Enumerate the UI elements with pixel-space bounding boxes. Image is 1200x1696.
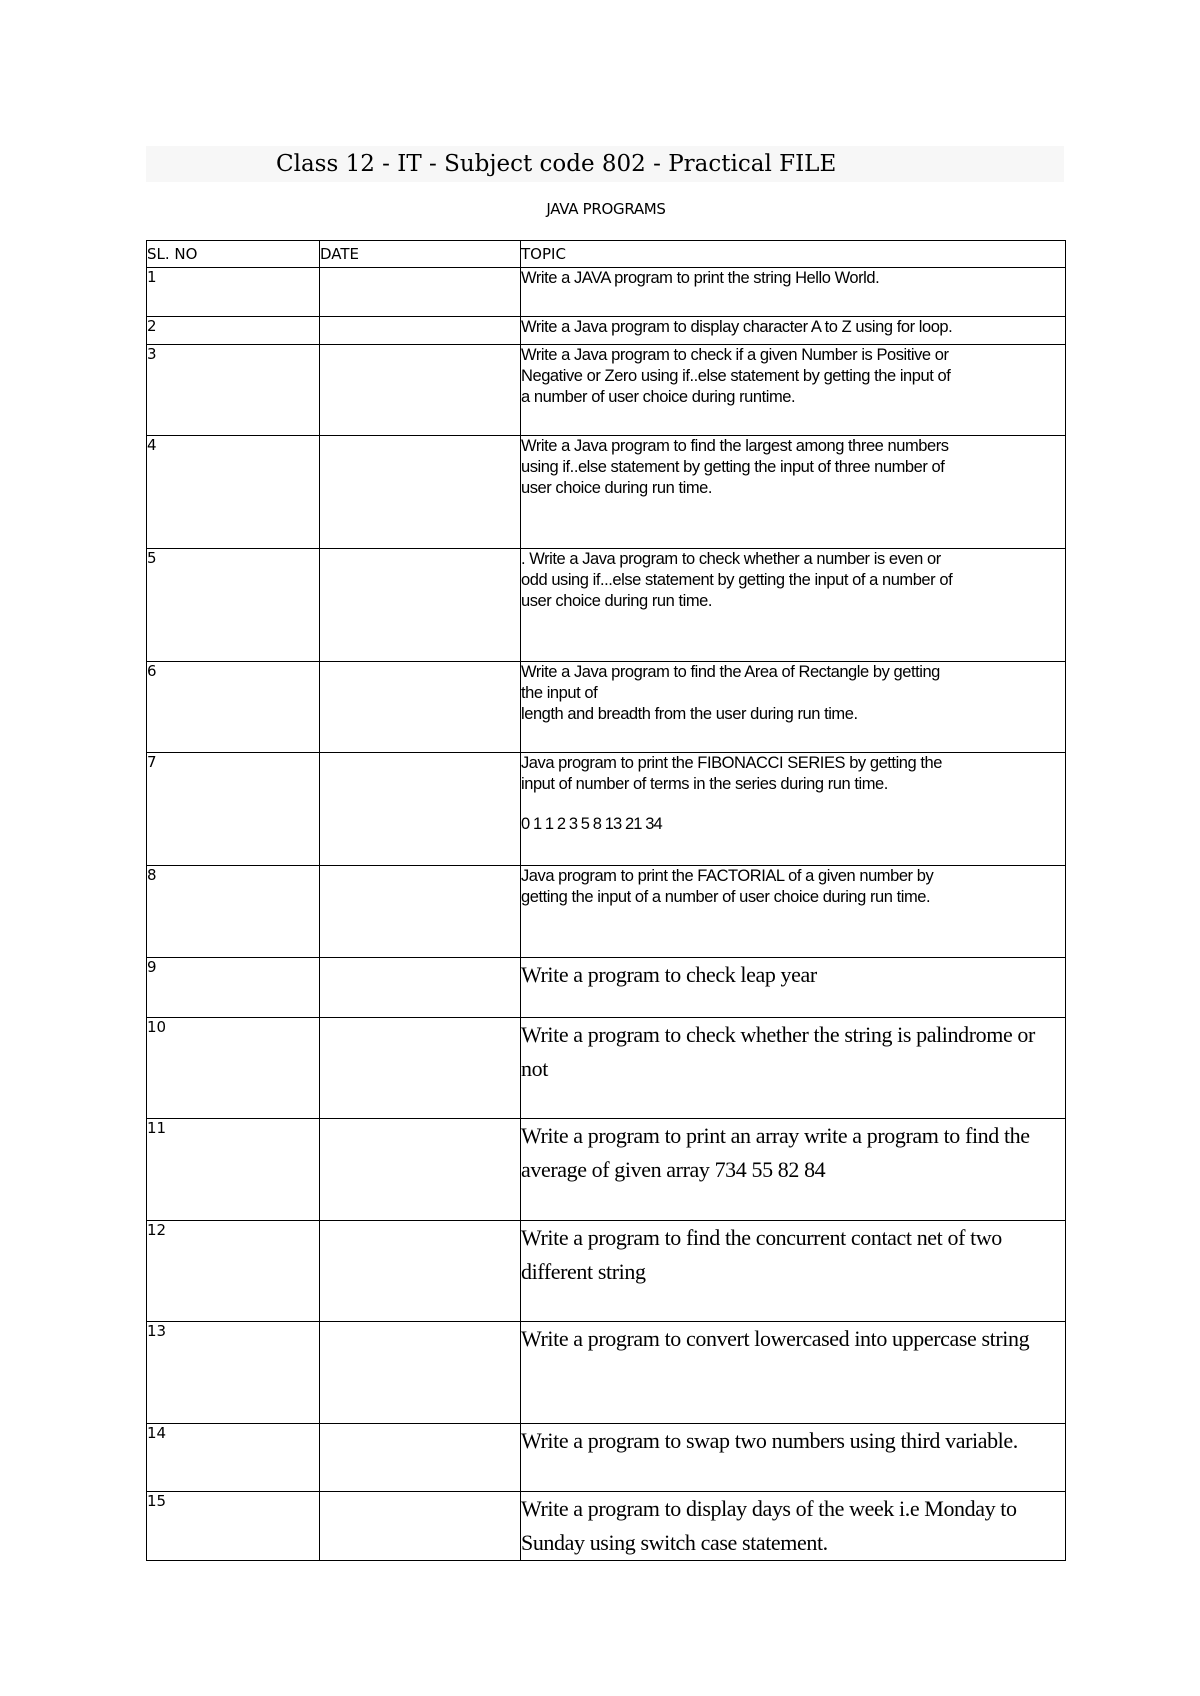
topic-text: Write a JAVA program to print the string Hello World. bbox=[521, 269, 880, 287]
table-row bbox=[147, 662, 1066, 753]
table-row bbox=[147, 268, 1066, 317]
row-sl-no: 5 bbox=[147, 549, 320, 662]
row-date bbox=[320, 753, 521, 866]
row-sl-no: 7 bbox=[147, 753, 320, 866]
row-sl-no: 3 bbox=[147, 345, 320, 436]
row-date bbox=[320, 1424, 521, 1492]
row-sl-no: 4 bbox=[147, 436, 320, 549]
table-row bbox=[147, 958, 1066, 1018]
table-row bbox=[147, 753, 1066, 866]
topic-text: Write a program to check leap year bbox=[521, 962, 817, 987]
row-date bbox=[320, 1018, 521, 1119]
row-date bbox=[320, 268, 521, 317]
page-subtitle: JAVA PROGRAMS bbox=[546, 200, 666, 218]
row-topic bbox=[521, 1119, 1066, 1221]
row-date bbox=[320, 1221, 521, 1322]
row-topic bbox=[521, 1221, 1066, 1322]
row-date bbox=[320, 549, 521, 662]
table-header-row bbox=[147, 241, 1066, 268]
topic-text: . Write a Java program to check whether a number is even or odd using if...else statement by getting the input of a number of user choice during run time. bbox=[521, 550, 953, 610]
topic-text: Write a Java program to find the Area of Rectangle by getting the input of length and breadth from the user during run time. bbox=[521, 663, 940, 723]
row-sl-no: 13 bbox=[147, 1322, 320, 1424]
row-date bbox=[320, 1119, 521, 1221]
row-sl-no: 8 bbox=[147, 866, 320, 958]
row-sl-no: 10 bbox=[147, 1018, 320, 1119]
row-topic bbox=[521, 662, 1066, 753]
fibonacci-series-example: 0 1 1 2 3 5 8 13 21 34 bbox=[521, 815, 662, 833]
topic-text: Java program to print the FIBONACCI SERIES by getting the input of number of terms in the series during run time. bbox=[521, 754, 942, 793]
row-topic bbox=[521, 317, 1066, 345]
table-row bbox=[147, 1322, 1066, 1424]
table-row bbox=[147, 1492, 1066, 1561]
topic-text: Write a program to check whether the string is palindrome or not bbox=[521, 1022, 1035, 1081]
row-topic bbox=[521, 549, 1066, 662]
header-sl-no: SL. NO bbox=[147, 241, 320, 268]
topic-text: Write a Java program to find the largest among three numbers using if..else statement by getting the input of three number of user choice during run time. bbox=[521, 437, 949, 497]
table-row bbox=[147, 317, 1066, 345]
table-row bbox=[147, 549, 1066, 662]
row-sl-no: 11 bbox=[147, 1119, 320, 1221]
topic-text: Write a program to display days of the week i.e Monday to Sunday using switch case statement. bbox=[521, 1496, 1017, 1555]
row-sl-no: 2 bbox=[147, 317, 320, 345]
topic-text: Write a program to swap two numbers using third variable. bbox=[521, 1428, 1018, 1453]
row-topic bbox=[521, 268, 1066, 317]
row-sl-no: 12 bbox=[147, 1221, 320, 1322]
table-row bbox=[147, 1018, 1066, 1119]
row-topic bbox=[521, 958, 1066, 1018]
topic-text: Write a program to print an array write a program to find the average of given array 734 55 82 84 bbox=[521, 1123, 1030, 1182]
topic-text: Write a Java program to display character A to Z using for loop. bbox=[521, 318, 953, 336]
row-date bbox=[320, 436, 521, 549]
row-sl-no: 15 bbox=[147, 1492, 320, 1561]
topic-text: Write a program to convert lowercased into uppercase string bbox=[521, 1326, 1030, 1351]
programs-table bbox=[146, 240, 1066, 1561]
row-date bbox=[320, 1322, 521, 1424]
header-date: DATE bbox=[320, 241, 521, 268]
table-row bbox=[147, 1119, 1066, 1221]
row-topic bbox=[521, 1322, 1066, 1424]
row-topic bbox=[521, 345, 1066, 436]
row-date bbox=[320, 345, 521, 436]
row-topic bbox=[521, 1018, 1066, 1119]
row-date bbox=[320, 866, 521, 958]
topic-text: Write a program to find the concurrent contact net of two different string bbox=[521, 1225, 1002, 1284]
row-topic bbox=[521, 1492, 1066, 1561]
row-sl-no: 14 bbox=[147, 1424, 320, 1492]
topic-text: Java program to print the FACTORIAL of a given number by getting the input of a number of user choice during run time. bbox=[521, 867, 934, 906]
row-topic bbox=[521, 753, 1066, 866]
header-topic: TOPIC bbox=[521, 241, 1066, 268]
row-sl-no: 9 bbox=[147, 958, 320, 1018]
table-row bbox=[147, 345, 1066, 436]
row-topic bbox=[521, 436, 1066, 549]
table-row bbox=[147, 1424, 1066, 1492]
table-row bbox=[147, 866, 1066, 958]
row-date bbox=[320, 317, 521, 345]
row-topic bbox=[521, 1424, 1066, 1492]
row-date bbox=[320, 958, 521, 1018]
topic-text: Write a Java program to check if a given Number is Positive or Negative or Zero using if..else statement by getting the input of a number of user choice during runtime. bbox=[521, 346, 951, 406]
row-date bbox=[320, 1492, 521, 1561]
row-date bbox=[320, 662, 521, 753]
table-row bbox=[147, 1221, 1066, 1322]
row-sl-no: 6 bbox=[147, 662, 320, 753]
row-sl-no: 1 bbox=[147, 268, 320, 317]
page-title: Class 12 - IT - Subject code 802 - Practical FILE bbox=[276, 151, 837, 177]
row-topic bbox=[521, 866, 1066, 958]
table-row bbox=[147, 436, 1066, 549]
